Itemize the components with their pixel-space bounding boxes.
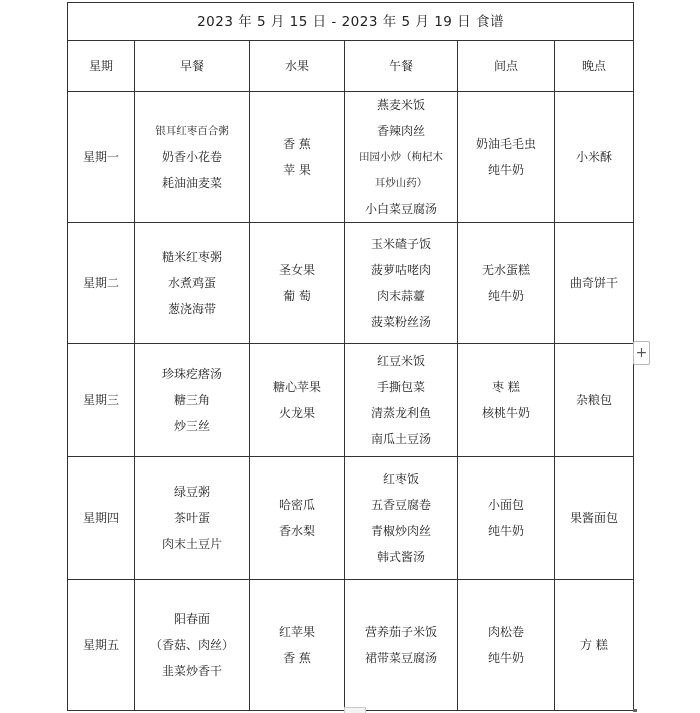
snack-cell — [458, 92, 555, 223]
menu-item: 香 蕉 — [283, 137, 311, 151]
weekday-cell: 星期一 — [68, 92, 135, 223]
menu-item: 方 糕 — [580, 638, 608, 652]
snack-cell — [458, 223, 555, 344]
menu-item: 纯牛奶 — [487, 524, 524, 538]
column-header-snack: 间点 — [458, 41, 555, 92]
supper-cell — [555, 580, 634, 711]
fruit-cell — [250, 223, 345, 344]
menu-item: 玉米碴子饭 — [370, 237, 431, 251]
menu-item: 苹 果 — [283, 163, 311, 177]
weekday-cell: 星期二 — [68, 223, 135, 344]
menu-item: （香菇、肉丝） — [149, 638, 234, 652]
menu-item: 绿豆粥 — [173, 485, 210, 499]
menu-item: 韭菜炒香干 — [161, 664, 222, 678]
menu-item: 葡 萄 — [283, 289, 311, 303]
menu-item: 葱浇海带 — [167, 302, 216, 316]
header-row — [68, 41, 634, 92]
menu-item: 营养茄子米饭 — [364, 625, 437, 639]
menu-item: 香水梨 — [278, 524, 315, 538]
menu-item: 奶油毛毛虫 — [475, 137, 536, 151]
menu-item: 糙米红枣粥 — [161, 250, 222, 264]
lunch-cell — [345, 457, 458, 580]
supper-cell — [555, 457, 634, 580]
fruit-cell — [250, 580, 345, 711]
menu-item: 小白菜豆腐汤 — [364, 202, 437, 216]
menu-item: 核桃牛奶 — [481, 406, 530, 420]
table-row — [68, 92, 634, 223]
menu-item: 果酱面包 — [570, 511, 619, 525]
fruit-cell — [250, 92, 345, 223]
resize-handle[interactable] — [633, 709, 637, 712]
weekday-cell: 星期五 — [68, 580, 135, 711]
menu-item: 南瓜土豆汤 — [370, 432, 431, 446]
menu-item: 肉松卷 — [487, 625, 524, 639]
menu-item: 田园小炒（枸杞木 — [359, 151, 443, 163]
supper-cell — [555, 223, 634, 344]
menu-item: 手撕包菜 — [376, 380, 425, 394]
menu-item: 韩式酱汤 — [376, 550, 425, 564]
lunch-cell — [345, 344, 458, 457]
column-header-supper: 晚点 — [555, 41, 634, 92]
fruit-cell — [250, 344, 345, 457]
menu-item: 糖三角 — [173, 393, 210, 407]
menu-item: 青椒炒肉丝 — [370, 524, 431, 538]
menu-item: 奶香小花卷 — [161, 150, 222, 164]
menu-item: 炒三丝 — [173, 419, 210, 433]
menu-item: 耳炒山药） — [374, 177, 428, 189]
menu-item: 糖心苹果 — [272, 380, 321, 394]
menu-item: 曲奇饼干 — [570, 276, 619, 290]
menu-item: 纯牛奶 — [487, 163, 524, 177]
weekday-cell: 星期三 — [68, 344, 135, 457]
scrollbar-thumb[interactable] — [344, 707, 366, 713]
lunch-cell — [345, 580, 458, 711]
menu-item: 杂粮包 — [576, 393, 613, 407]
menu-item: 银耳红枣百合粥 — [155, 125, 229, 137]
table-row — [68, 580, 634, 711]
table-row — [68, 223, 634, 344]
menu-item: 阳春面 — [173, 612, 210, 626]
table-row — [68, 457, 634, 580]
menu-item: 小米酥 — [576, 150, 613, 164]
snack-cell — [458, 344, 555, 457]
menu-table — [67, 2, 634, 711]
breakfast-cell — [135, 92, 250, 223]
menu-item: 圣女果 — [278, 263, 315, 277]
menu-item: 珍珠疙瘩汤 — [161, 367, 222, 381]
breakfast-cell — [135, 580, 250, 711]
snack-cell — [458, 580, 555, 711]
horizontal-scrollbar[interactable] — [330, 707, 640, 713]
menu-item: 耗油油麦菜 — [161, 176, 222, 190]
column-header-weekday: 星期 — [68, 41, 135, 92]
add-column-button[interactable]: + — [633, 341, 650, 365]
breakfast-cell — [135, 223, 250, 344]
menu-item: 香辣肉丝 — [376, 124, 425, 138]
menu-item: 水煮鸡蛋 — [167, 276, 216, 290]
menu-item: 火龙果 — [278, 406, 315, 420]
menu-item: 燕麦米饭 — [376, 98, 425, 112]
weekday-cell: 星期四 — [68, 457, 135, 580]
supper-cell — [555, 92, 634, 223]
menu-item: 纯牛奶 — [487, 651, 524, 665]
menu-item: 香 蕉 — [283, 651, 311, 665]
menu-item: 纯牛奶 — [487, 289, 524, 303]
column-header-lunch: 午餐 — [345, 41, 458, 92]
fruit-cell — [250, 457, 345, 580]
menu-item: 无水蛋糕 — [481, 263, 530, 277]
menu-item: 清蒸龙利鱼 — [370, 406, 431, 420]
breakfast-cell — [135, 344, 250, 457]
menu-item: 肉末土豆片 — [161, 537, 222, 551]
lunch-cell — [345, 92, 458, 223]
column-header-fruit: 水果 — [250, 41, 345, 92]
menu-item: 红豆米饭 — [376, 354, 425, 368]
menu-item: 五香豆腐卷 — [370, 498, 431, 512]
menu-item: 红枣饭 — [382, 472, 419, 486]
column-header-breakfast: 早餐 — [135, 41, 250, 92]
breakfast-cell — [135, 457, 250, 580]
menu-item: 茶叶蛋 — [173, 511, 210, 525]
table-row — [68, 344, 634, 457]
menu-item: 菠萝咕咾肉 — [370, 263, 431, 277]
menu-title: 2023 年 5 月 15 日 - 2023 年 5 月 19 日 食谱 — [68, 3, 634, 41]
menu-item: 菠菜粉丝汤 — [370, 315, 431, 329]
menu-item: 红苹果 — [278, 625, 315, 639]
snack-cell — [458, 457, 555, 580]
menu-item: 哈密瓜 — [278, 498, 315, 512]
menu-item: 小面包 — [487, 498, 524, 512]
supper-cell — [555, 344, 634, 457]
menu-item: 肉末蒜薹 — [376, 289, 425, 303]
menu-item: 枣 糕 — [492, 380, 520, 394]
menu-item: 裙带菜豆腐汤 — [364, 651, 437, 665]
lunch-cell — [345, 223, 458, 344]
